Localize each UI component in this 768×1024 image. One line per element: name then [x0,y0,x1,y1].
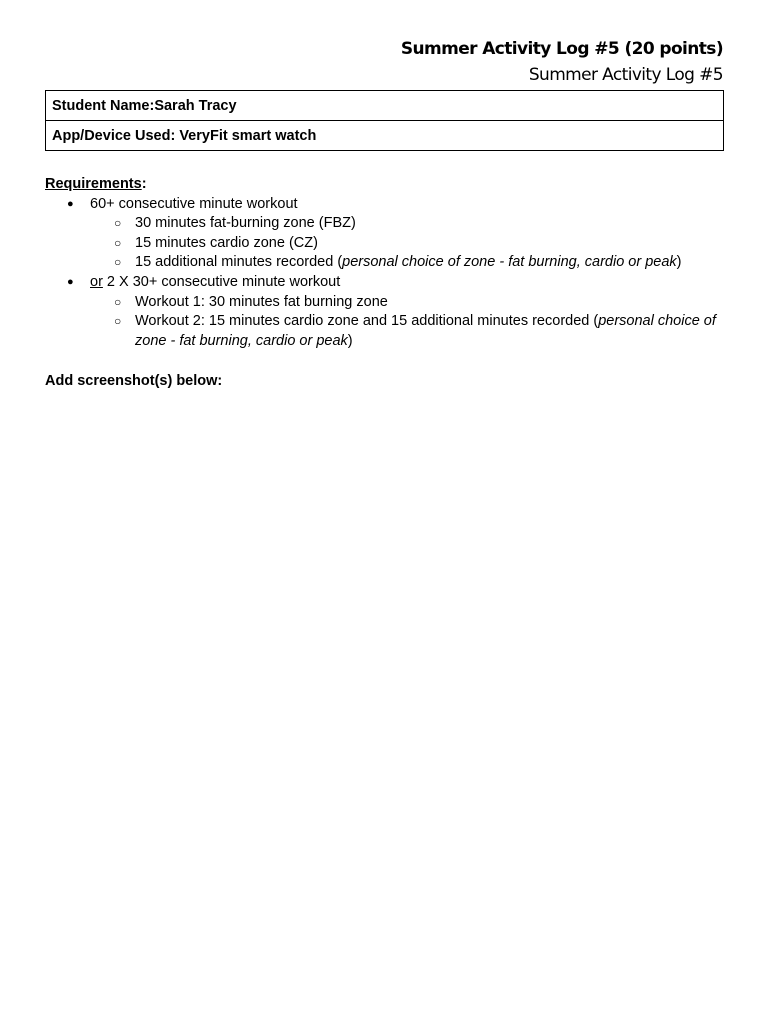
app-device-cell: App/Device Used: VeryFit smart watch [46,121,724,151]
page-header [401,36,723,88]
requirement-option-1-sublist [90,214,725,273]
app-device-row [46,121,724,151]
requirements-heading [45,175,725,195]
student-name-row [46,91,724,121]
circle-bullet-icon: ○ [114,216,122,231]
requirement-option-2-text: 2 X 30+ consecutive minute workout [102,273,341,290]
sub-requirement [90,214,725,234]
circle-bullet-icon: ○ [114,255,122,270]
sub-requirement-text: 15 minutes cardio zone (CZ) [135,234,318,251]
sub-requirement [90,253,725,273]
sub-requirement-prefix: 15 additional minutes recorded ( [135,254,343,271]
page-title: Summer Activity Log #5 (20 points) [400,39,723,59]
sub-requirement [90,293,725,313]
requirements-section [45,175,725,351]
sub-requirement-text: Workout 1: 30 minutes fat burning zone [135,293,388,310]
sub-requirement-prefix: Workout 2: 15 minutes cardio zone and 15 additional minutes recorded ( [135,313,599,330]
requirement-option-1 [45,195,725,273]
student-info-table [45,90,724,151]
requirement-option-1-text: 60+ consecutive minute workout [90,195,298,212]
sub-requirement-italic: personal choice of zone - fat burning, cardio or peak [342,254,677,271]
student-name-cell: Student Name:Sarah Tracy [46,91,724,121]
circle-bullet-icon: ○ [114,314,122,329]
bullet-icon: ● [67,275,74,288]
requirement-option-2 [45,273,725,351]
requirements-list [45,195,725,352]
requirements-heading-text: Requirements [45,176,142,192]
screenshot-label: Add screenshot(s) below: [45,373,223,389]
sub-requirement-italic: personal choice of zone - fat burning, cardio or peak [135,313,716,349]
bullet-icon: ● [67,197,74,210]
page-subtitle: Summer Activity Log #5 [528,65,723,85]
requirement-option-2-sublist [90,293,725,352]
circle-bullet-icon: ○ [114,235,122,250]
sub-requirement-text: 30 minutes fat-burning zone (FBZ) [135,215,356,232]
or-word: or [90,273,103,290]
circle-bullet-icon: ○ [114,294,122,309]
sub-requirement [90,234,725,254]
sub-requirement-suffix: ) [347,332,353,349]
requirements-heading-colon: : [141,176,147,192]
sub-requirement-suffix: ) [676,254,682,271]
sub-requirement [90,312,725,351]
